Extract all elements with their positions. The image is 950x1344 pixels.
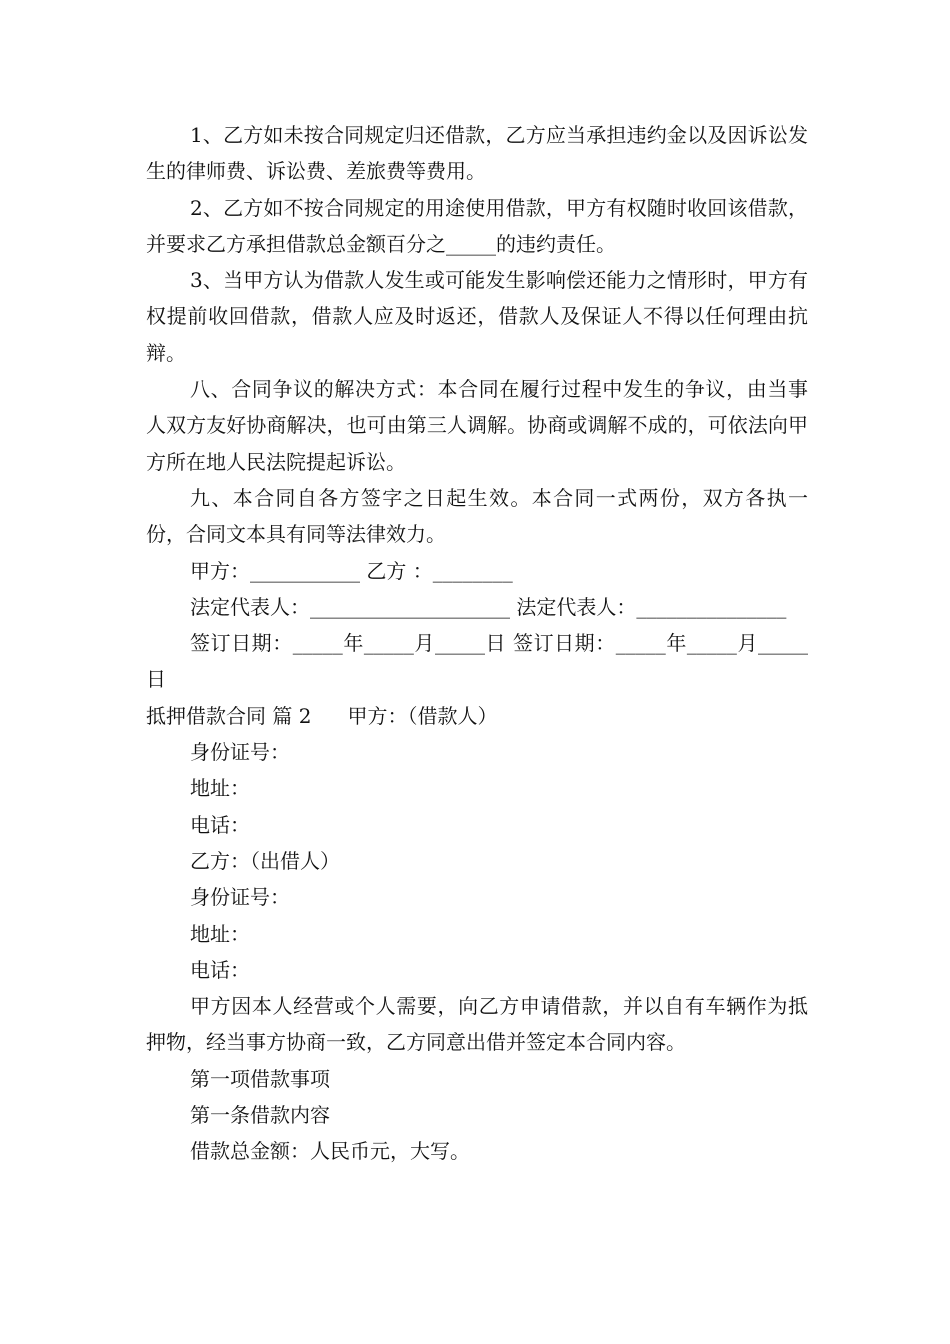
clause-effectiveness: 九、本合同自各方签字之日起生效。本合同一式两份，双方各执一份，合同文本具有同等法律效力。 <box>146 485 808 547</box>
loan-item-heading: 第一项借款事项 <box>190 1066 330 1091</box>
party-b-id-number: 身份证号： <box>190 885 290 910</box>
section-2-title: 抵押借款合同 篇 2 <box>146 703 312 728</box>
party-a-address: 地址： <box>190 776 250 801</box>
party-a-phone: 电话： <box>190 812 250 837</box>
party-b-phone: 电话： <box>190 957 250 982</box>
signature-dates: 签订日期：_____年_____月_____日 签订日期：_____年_____月_____日 <box>146 631 808 692</box>
loan-total-amount: 借款总金额：人民币元，大写。 <box>190 1139 470 1164</box>
section-2-heading <box>146 698 808 734</box>
party-b-address: 地址： <box>190 921 250 946</box>
signature-legal-representatives: 法定代表人：____________________ 法定代表人：_______________ <box>190 594 787 619</box>
clause-2: 2、乙方如不按合同规定的用途使用借款，甲方有权随时收回该借款，并要求乙方承担借款总金额百分之_____的违约责任。 <box>146 195 808 256</box>
clause-1: 1、乙方如未按合同规定归还借款，乙方应当承担违约金以及因诉讼发生的律师费、诉讼费、差旅费等费用。 <box>146 123 808 184</box>
loan-article-1-heading: 第一条借款内容 <box>190 1103 330 1128</box>
clause-dispute-resolution: 八、合同争议的解决方式：本合同在履行过程中发生的争议，由当事人双方友好协商解决，也可由第三人调解。协商或调解不成的，可依法向甲方所在地人民法院提起诉讼。 <box>146 377 808 474</box>
party-b-label: 乙方：（出借人） <box>190 848 340 873</box>
signature-parties: 甲方：___________ 乙方 ：________ <box>190 558 513 583</box>
party-a-id-number: 身份证号： <box>190 740 290 765</box>
document-body <box>146 117 808 1170</box>
loan-purpose-paragraph: 甲方因本人经营或个人需要，向乙方申请借款，并以自有车辆作为抵押物，经当事方协商一致，乙方同意出借并签定本合同内容。 <box>146 994 808 1055</box>
section-2-party-a: 甲方：（借款人） <box>347 703 498 728</box>
clause-3: 3、当甲方认为借款人发生或可能发生影响偿还能力之情形时，甲方有权提前收回借款，借款人应及时返还，借款人及保证人不得以任何理由抗辩。 <box>146 268 808 365</box>
